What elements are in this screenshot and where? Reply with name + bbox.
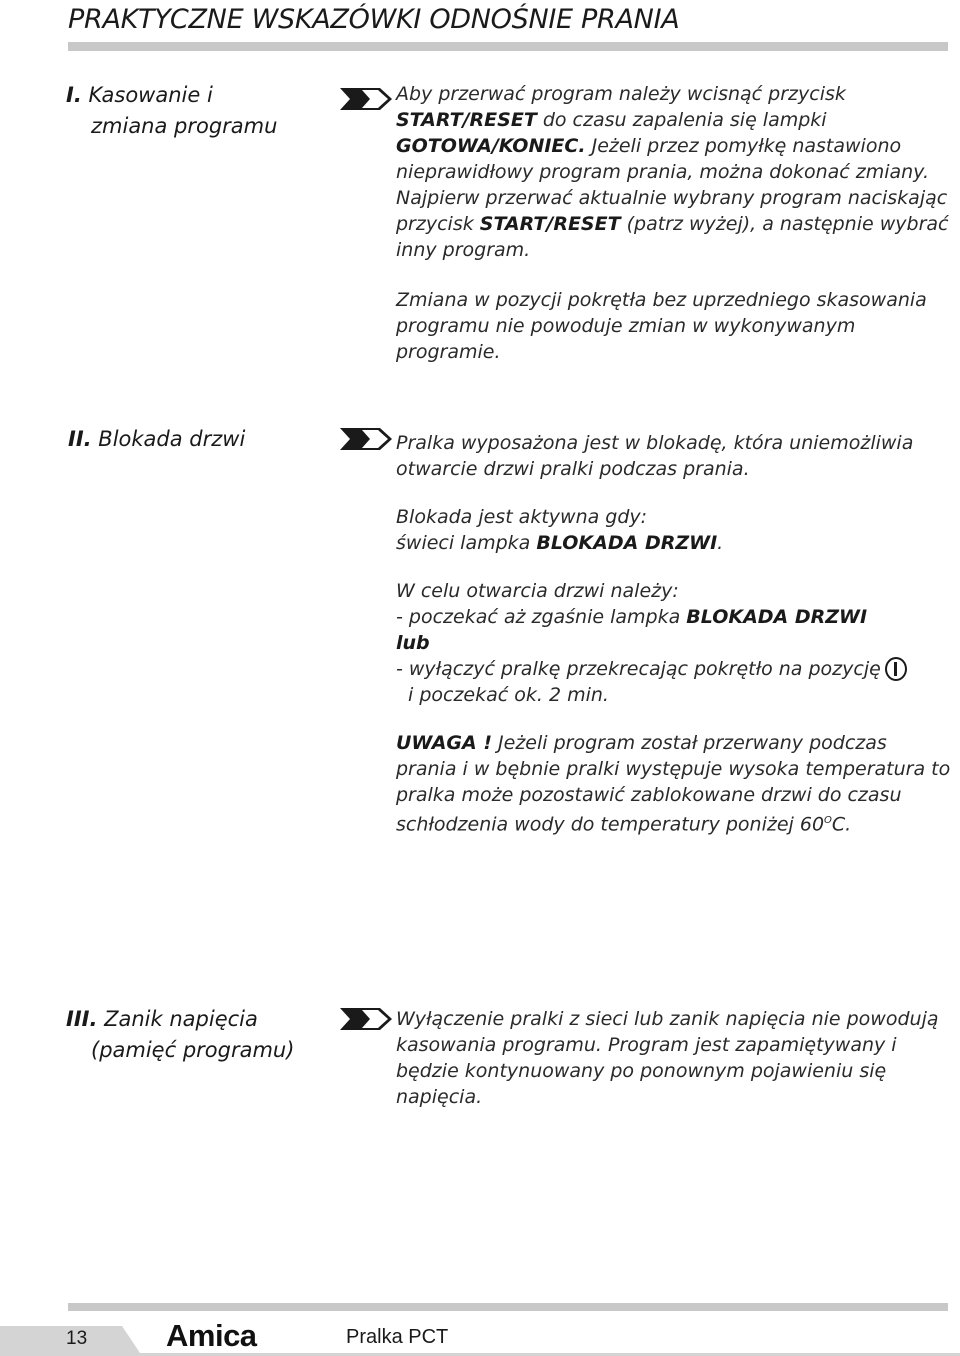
section-2-warning <box>396 730 952 837</box>
start-reset-label: START/RESET <box>479 213 621 235</box>
section-2-heading <box>68 424 245 455</box>
gotowa-koniec-label: GOTOWA/KONIEC. <box>396 135 586 157</box>
text-run: (patrz wyżej), a następnie wybrać inny program. <box>396 213 949 261</box>
section-1-heading-line1: Kasowanie i <box>88 83 213 107</box>
text-run: i poczekać ok. 2 min. <box>408 684 609 706</box>
text-run: Aby przerwać program należy wcisnąć przycisk <box>396 83 846 105</box>
section-2-number: II. <box>68 427 92 451</box>
section-2-paragraph-3 <box>396 578 952 708</box>
double-arrow-icon <box>340 1008 392 1030</box>
double-arrow-icon <box>340 428 392 450</box>
section-3-text <box>396 1006 952 1110</box>
text-run: do czasu zapalenia się lampki <box>536 109 827 131</box>
product-name: Pralka PCT <box>346 1326 449 1348</box>
double-arrow-icon <box>340 88 392 110</box>
section-1-heading-line2: zmiana programu <box>91 114 278 138</box>
page-number: 13 <box>66 1328 88 1349</box>
section-1-text <box>396 81 952 365</box>
blokada-drzwi-label: BLOKADA DRZWI <box>536 532 718 554</box>
warning-label: UWAGA ! <box>396 732 492 754</box>
section-3-heading <box>66 1004 294 1066</box>
section-1-heading <box>66 80 277 142</box>
power-position-icon <box>885 657 907 681</box>
section-1-number: I. <box>66 83 82 107</box>
section-2-paragraph-2 <box>396 504 952 556</box>
section-3-number: III. <box>66 1007 98 1031</box>
text-run: Jeżeli przez pomyłkę nastawiono nieprawidłowy program prania, można dokonać zmiany. Najpierw przerwać aktualnie wybrany program naciskając przycisk <box>396 135 948 235</box>
brand-logo: Amica <box>166 1318 257 1353</box>
text-run: - wyłączyć pralkę przekrecając pokrętło na pozycję <box>396 658 881 680</box>
footer-background <box>0 1326 960 1356</box>
section-1-paragraph-2: Zmiana w pozycji pokrętła bez uprzedniego skasowania programu nie powoduje zmian w wykonywanym programie. <box>396 289 927 363</box>
page-title: PRAKTYCZNE WSKAZÓWKI ODNOŚNIE PRANIA <box>68 4 680 35</box>
text-run: Blokada jest aktywna gdy: <box>396 506 648 528</box>
warning-text: Jeżeli program został przerwany podczas prania i w bębnie pralki występuje wysoka temperatura to pralka może pozostawić zablokowane drzwi do czasu schłodzenia wody do temperatury poniżej 60 <box>396 732 951 836</box>
text-run: W celu otwarcia drzwi należy: <box>396 580 679 602</box>
section-2-heading-line1: Blokada drzwi <box>98 427 246 451</box>
degree-symbol: O <box>824 815 832 826</box>
or-label: lub <box>396 632 430 654</box>
section-1-paragraph-1 <box>396 81 952 263</box>
section-3-paragraph-1: Wyłączenie pralki z sieci lub zanik napięcia nie powodują kasowania programu. Program jest zapamiętywany i będzie kontynuowany po ponownym pojawieniu się napięcia. <box>396 1008 939 1108</box>
text-run: C. <box>831 813 852 836</box>
section-3-heading-line1: Zanik napięcia <box>104 1007 258 1031</box>
text-run: . <box>717 532 724 554</box>
start-reset-label: START/RESET <box>396 109 537 131</box>
section-2-text <box>396 430 952 837</box>
blokada-drzwi-label: BLOKADA DRZWI <box>686 606 868 628</box>
footer-divider <box>68 1303 948 1311</box>
text-run: świeci lampka <box>396 532 537 554</box>
section-2-paragraph-1: Pralka wyposażona jest w blokadę, która uniemożliwia otwarcie drzwi pralki podczas prania. <box>396 432 914 480</box>
title-divider <box>68 42 948 51</box>
text-run: - poczekać aż zgaśnie lampka <box>396 606 687 628</box>
section-3-heading-line2: (pamięć programu) <box>91 1038 295 1062</box>
